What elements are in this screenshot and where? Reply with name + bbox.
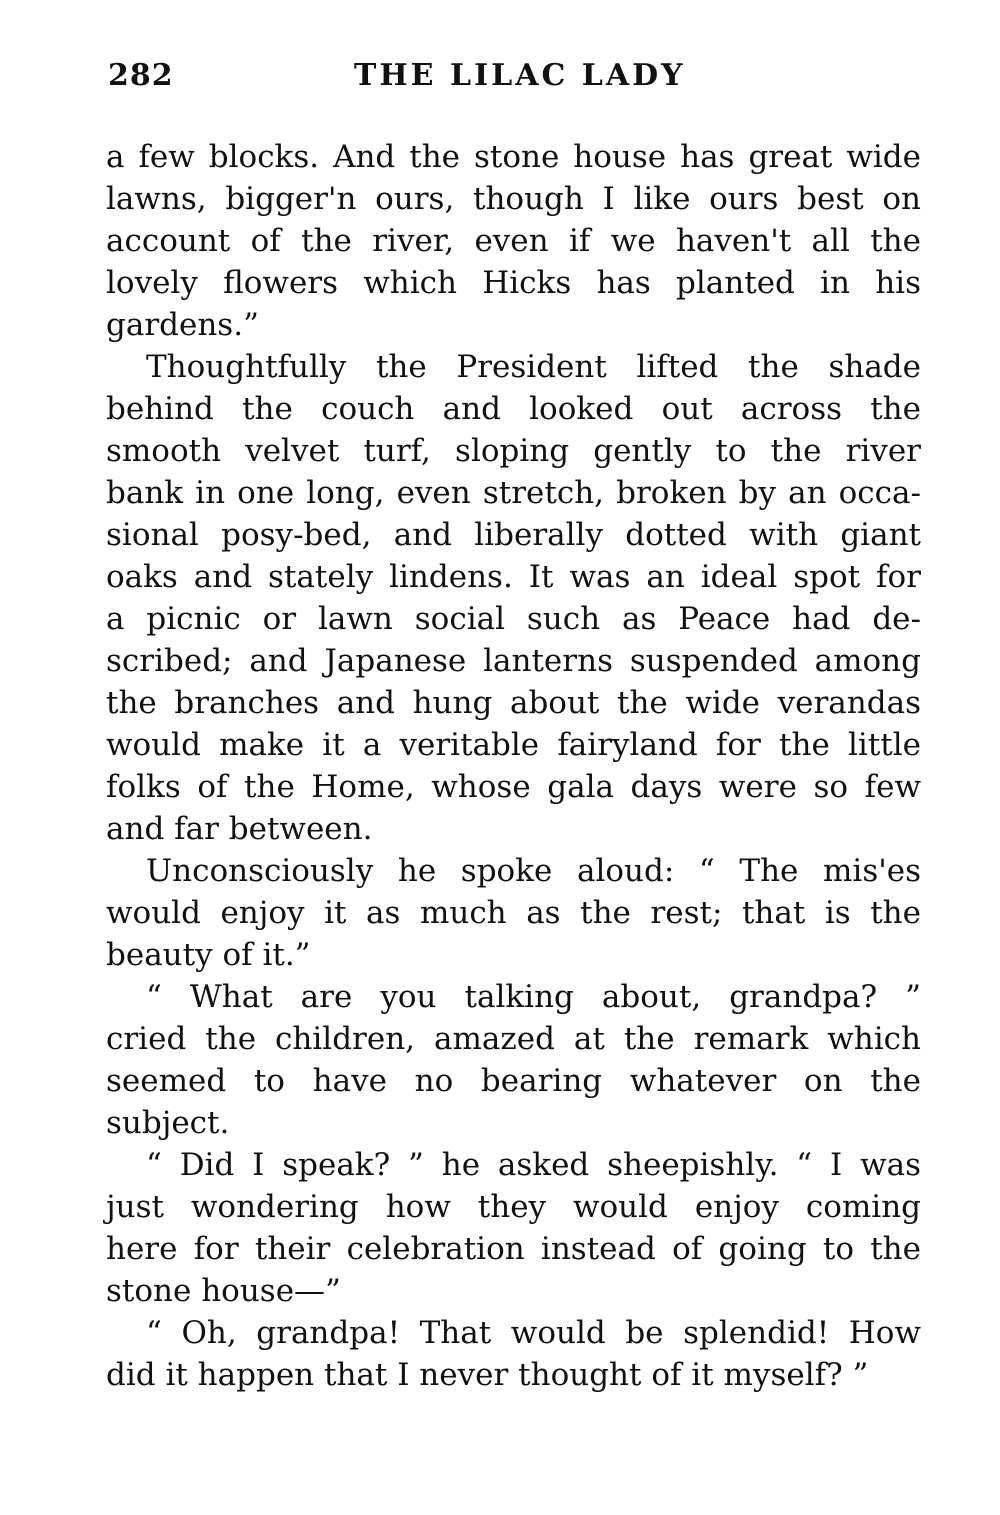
text-line: “ Did I speak? ” he asked sheepishly. “ I was [146, 1147, 921, 1183]
text-line: a few blocks. And the stone house has great wide [106, 139, 921, 175]
text-line: bank in one long, even stretch, broken by an occa- [106, 475, 921, 511]
text-line: Unconsciously he spoke aloud: “ The mis'es [146, 853, 921, 889]
body-text [106, 136, 921, 1396]
text-line: would make it a veritable fairyland for the little [106, 727, 921, 763]
text-line: Thoughtfully the President lifted the shade [146, 349, 921, 385]
text-line: smooth velvet turf, sloping gently to the river [106, 433, 921, 469]
text-line: subject. [106, 1105, 230, 1141]
text-line: would enjoy it as much as the rest; that is the [106, 895, 921, 931]
text-line: lawns, bigger'n ours, though I like ours best on [106, 181, 921, 217]
text-line: the branches and hung about the wide verandas [106, 685, 921, 721]
text-line: gardens.” [106, 307, 259, 343]
text-line: did it happen that I never thought of it myself? ” [106, 1357, 869, 1393]
text-line: account of the river, even if we haven't all the [106, 223, 921, 259]
text-line: and far between. [106, 811, 373, 847]
text-line: stone house—” [106, 1273, 341, 1309]
text-line: just wondering how they would enjoy coming [106, 1189, 921, 1225]
page-header [108, 58, 923, 108]
text-line: seemed to have no bearing whatever on the [106, 1063, 921, 1099]
running-title: THE LILAC LADY [354, 58, 686, 93]
text-line: here for their celebration instead of going to the [106, 1231, 921, 1267]
text-line: folks of the Home, whose gala days were so few [106, 769, 921, 805]
text-line: lovely flowers which Hicks has planted in his [106, 265, 921, 301]
text-line: cried the children, amazed at the remark which [106, 1021, 921, 1057]
text-line: a picnic or lawn social such as Peace had de- [106, 601, 921, 637]
text-line: beauty of it.” [106, 937, 311, 973]
text-line: sional posy-bed, and liberally dotted with giant [106, 517, 921, 553]
text-line: “ Oh, grandpa! That would be splendid! How [146, 1315, 921, 1351]
text-line: behind the couch and looked out across the [106, 391, 921, 427]
text-line: oaks and stately lindens. It was an ideal spot for [106, 559, 921, 595]
page-number: 282 [108, 58, 174, 93]
text-line: “ What are you talking about, grandpa? ” [146, 979, 921, 1015]
text-line: scribed; and Japanese lanterns suspended among [106, 643, 921, 679]
